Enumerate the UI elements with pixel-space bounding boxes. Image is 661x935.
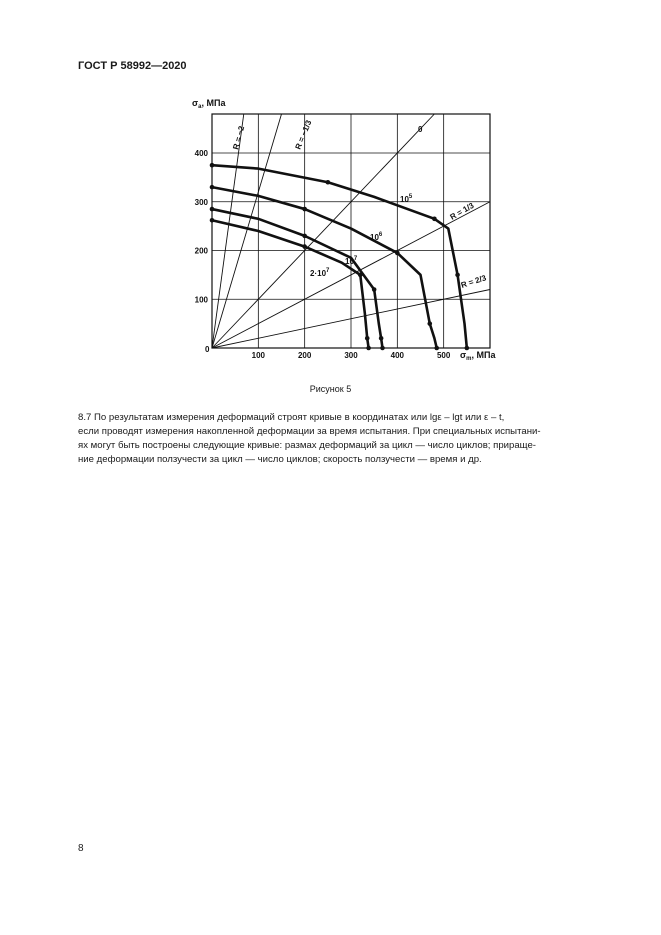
x-tick-label: 100 [251,351,266,360]
x-tick-label: 500 [436,351,451,360]
ray-label-r-1-3: R = 1/3 [448,200,476,222]
data-point [326,180,331,185]
data-point [210,207,215,212]
curve-label-1e7: $10^7$ [345,256,358,266]
y-tick-label: 400 [194,149,208,158]
data-point [358,273,363,278]
paragraph-line: 8.7 По результатам измерения деформаций строят кривые в координатах или lgε – lgt или ε – t, [78,412,505,423]
data-point [379,336,384,341]
constant-life-curve [212,220,369,348]
stress-ratio-ray [212,114,434,348]
y-tick-label: 300 [194,197,208,207]
constant-life-curves [210,163,469,350]
ray-label-r-minus-1-3: R = −1/3 [293,118,314,151]
document-header: ГОСТ Р 58992—2020 [78,60,187,72]
constant-life-curve [212,187,437,348]
constant-life-curve [212,209,383,348]
paragraph-line: ние деформации ползучести за цикл — число циклов; скорость ползучести — время и др. [78,454,482,465]
figure-caption: Рисунок 5 [309,384,352,394]
ray-label-r-zero: 0 [418,125,423,134]
data-point [380,346,385,351]
y-tick-label: 100 [194,295,208,305]
ray-label-r-minus-2: R = −2 [231,124,247,151]
data-point [366,346,371,351]
data-point [210,163,215,168]
data-point [210,185,215,190]
data-point [365,336,370,341]
fatigue-diagram [170,92,510,372]
data-point [302,234,307,239]
x-tick-label: 300 [344,351,358,360]
data-point [434,346,439,351]
data-point [395,251,400,256]
data-point [372,287,377,292]
curve-label-1e6: $10^6$ [370,232,383,242]
haigh-diagram-figure [170,92,510,372]
data-point [432,217,437,222]
x-tick-label: 400 [390,351,405,360]
stress-ratio-ray [212,114,282,348]
data-point [455,273,460,278]
x-axis-label: $\sigma_m$, МПа [460,350,496,362]
section-paragraph [78,411,612,467]
curve-label-1e5: $10^5$ [400,194,413,204]
data-point [210,218,215,223]
page-number: 8 [78,843,84,854]
curve-label-2e7: $2\cdot 10^7$ [310,268,330,278]
ray-labels [231,118,488,289]
data-point [427,321,432,326]
x-tick-label: 200 [297,351,312,360]
paragraph-line: ях могут быть построены следующие кривые: размах деформаций за цикл — число циклов; прираще- [78,440,537,451]
ray-label-r-2-3: R = 2/3 [459,273,488,290]
origin-label: 0 [205,345,210,354]
data-point [302,207,307,212]
paragraph-line: если проводят измерения накопленной деформации за время испытания. При специальных испытани- [78,426,541,437]
y-axis-label: $\sigma_а$, МПа [192,98,226,110]
data-point [302,244,307,249]
y-tick-label: 200 [194,246,208,256]
